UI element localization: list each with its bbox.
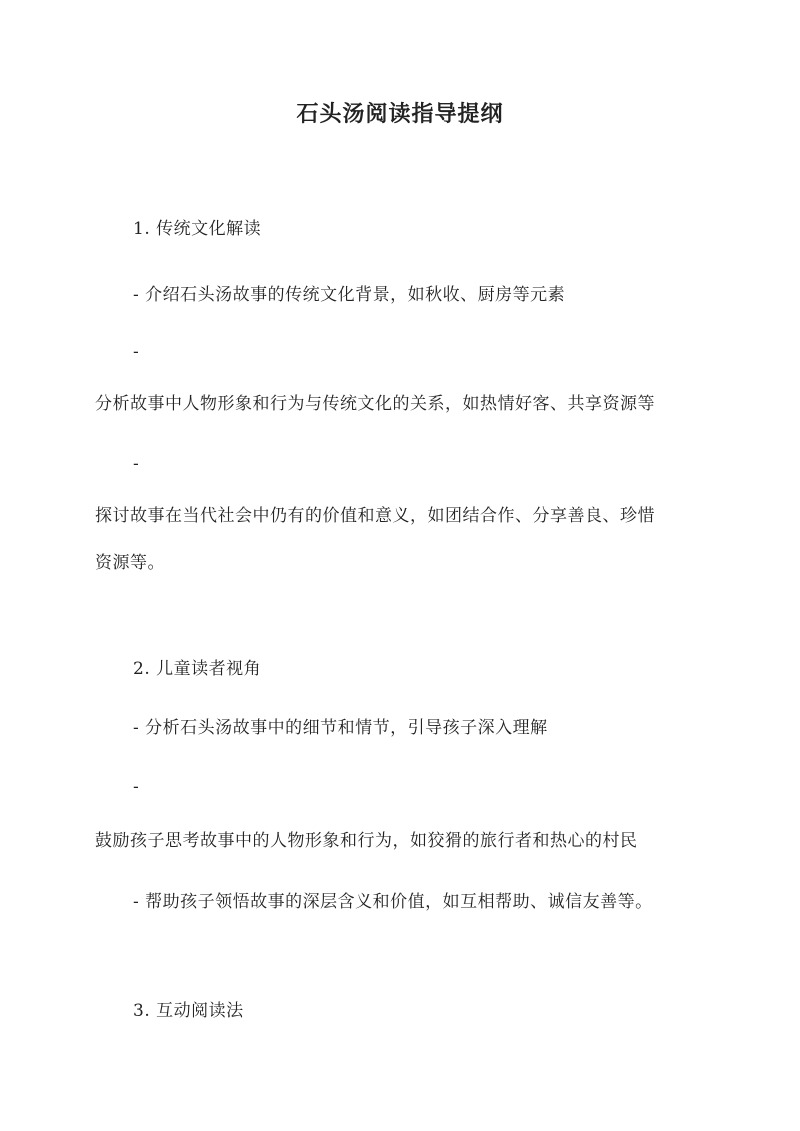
- section-2-item-1: - 分析石头汤故事中的细节和情节，引导孩子深入理解: [133, 718, 548, 738]
- section-1-item-2-dash: -: [133, 342, 140, 362]
- section-heading-2: 2. 儿童读者视角: [133, 659, 262, 679]
- section-1-item-1: - 介绍石头汤故事的传统文化背景，如秋收、厨房等元素: [133, 285, 566, 305]
- section-2-item-2-dash: -: [133, 777, 140, 797]
- section-heading-1: 1. 传统文化解读: [133, 219, 262, 239]
- section-1-item-3-text-cont: 资源等。: [95, 553, 165, 573]
- section-1-item-2-text: 分析故事中人物形象和行为与传统文化的关系，如热情好客、共享资源等: [95, 394, 655, 414]
- section-2-item-2-text: 鼓励孩子思考故事中的人物形象和行为，如狡猾的旅行者和热心的村民: [95, 831, 638, 851]
- section-heading-3: 3. 互动阅读法: [133, 1001, 244, 1021]
- section-2-item-3: - 帮助孩子领悟故事的深层含义和价值，如互相帮助、诚信友善等。: [133, 892, 653, 912]
- document-title: 石头汤阅读指导提纲: [296, 101, 504, 127]
- section-1-item-3-dash: -: [133, 454, 140, 474]
- section-1-item-3-text: 探讨故事在当代社会中仍有的价值和意义，如团结合作、分享善良、珍惜: [95, 506, 655, 526]
